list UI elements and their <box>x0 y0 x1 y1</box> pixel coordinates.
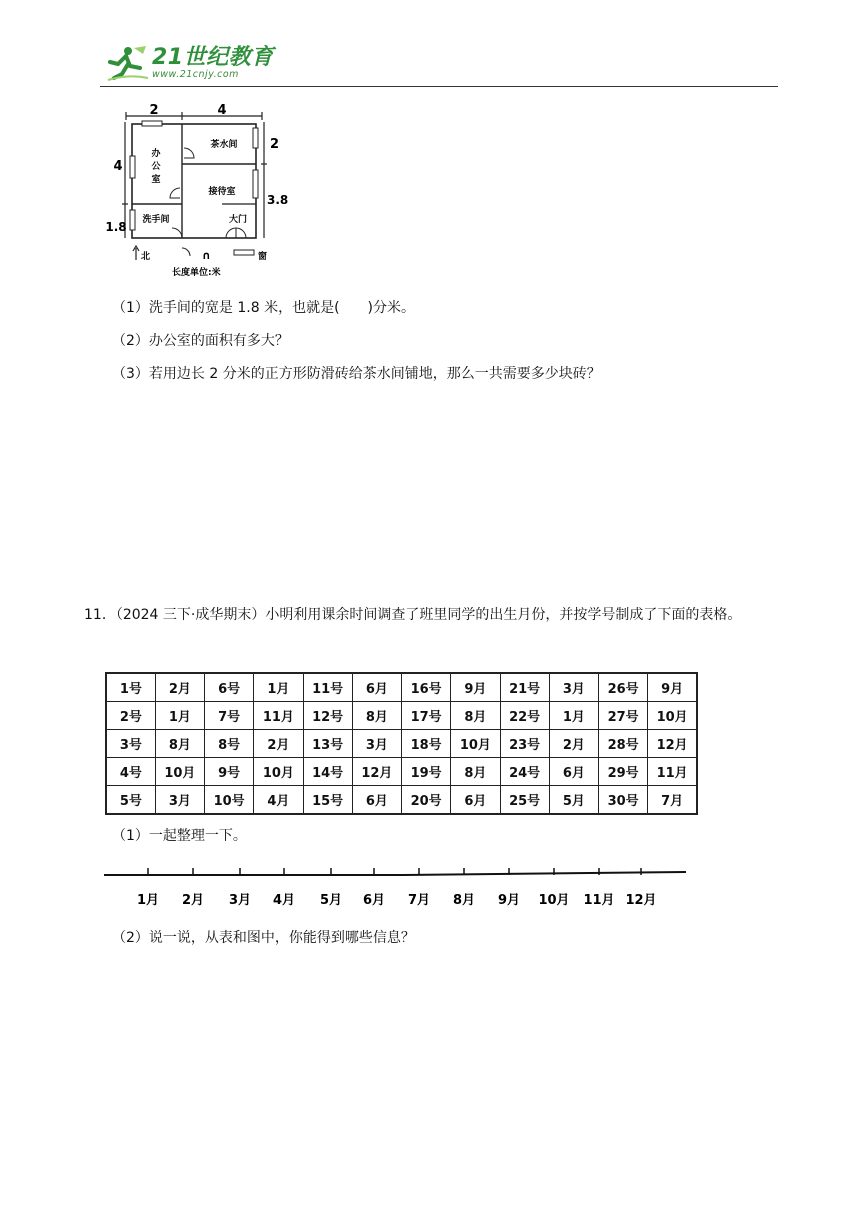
birth-month-cell: 6月 <box>352 786 401 815</box>
floor-plan-diagram <box>104 98 289 280</box>
student-number-cell: 18号 <box>402 730 451 758</box>
q11-intro: 11．（2024 三下·成华期末）小明利用课余时间调查了班里同学的出生月份，并按学号制成了下面的表格。 <box>84 607 742 623</box>
birth-month-cell: 6月 <box>352 673 401 702</box>
birth-month-cell: 1月 <box>155 702 204 730</box>
room-tea-label: 茶水间 <box>210 140 238 150</box>
room-washroom-label: 洗手间 <box>142 215 170 225</box>
legend-window: 窗 <box>258 252 268 262</box>
student-number-cell: 8号 <box>205 730 254 758</box>
birth-month-cell: 2月 <box>155 673 204 702</box>
student-number-cell: 28号 <box>599 730 648 758</box>
birth-month-cell: 5月 <box>549 786 598 815</box>
axis-month-label: 2月 <box>181 893 205 908</box>
legend-north: 北 <box>141 252 151 262</box>
table-row <box>106 786 697 815</box>
student-number-cell: 20号 <box>402 786 451 815</box>
axis-month-label: 3月 <box>228 893 252 908</box>
student-number-cell: 15号 <box>303 786 352 815</box>
birth-month-cell: 8月 <box>451 702 500 730</box>
student-number-cell: 30号 <box>599 786 648 815</box>
birth-month-cell: 3月 <box>155 786 204 815</box>
student-number-cell: 27号 <box>599 702 648 730</box>
student-number-cell: 16号 <box>402 673 451 702</box>
birth-month-cell: 4月 <box>254 786 303 815</box>
student-number-cell: 21号 <box>500 673 549 702</box>
birth-month-cell: 7月 <box>648 786 697 815</box>
dim-top-right: 4 <box>217 103 227 118</box>
axis-month-label: 11月 <box>583 893 615 908</box>
table-row <box>106 758 697 786</box>
student-number-cell: 7号 <box>205 702 254 730</box>
q10-part1: （1）洗手间的宽是 1.8 米，也就是( )分米。 <box>112 300 415 316</box>
birth-month-cell: 1月 <box>254 673 303 702</box>
student-number-cell: 23号 <box>500 730 549 758</box>
table-row <box>106 730 697 758</box>
logo-url: www.21cnjy.com <box>152 68 239 80</box>
q11-part1: （1）一起整理一下。 <box>112 828 247 844</box>
student-number-cell: 3号 <box>106 730 155 758</box>
birth-month-cell: 11月 <box>254 702 303 730</box>
birth-month-cell: 8月 <box>352 702 401 730</box>
table-row <box>106 702 697 730</box>
dim-left-lower: 1.8 <box>105 220 127 234</box>
student-number-cell: 4号 <box>106 758 155 786</box>
legend-unit: 长度单位:米 <box>172 268 221 278</box>
page-header <box>100 40 778 87</box>
birth-month-cell: 10月 <box>155 758 204 786</box>
birth-month-cell: 3月 <box>549 673 598 702</box>
birth-month-cell: 9月 <box>648 673 697 702</box>
axis-month-label: 12月 <box>625 893 657 908</box>
birth-month-cell: 6月 <box>549 758 598 786</box>
q10-part3: （3）若用边长 2 分米的正方形防滑砖给茶水间铺地，那么一共需要多少块砖？ <box>112 366 601 382</box>
door-symbol-icon <box>182 248 190 256</box>
axis-month-label: 8月 <box>452 893 476 908</box>
window-symbol-icon <box>234 250 254 255</box>
birth-month-cell: 10月 <box>451 730 500 758</box>
student-number-cell: 11号 <box>303 673 352 702</box>
logo-title: 21世纪教育 <box>152 44 274 70</box>
dim-top-left: 2 <box>149 103 159 118</box>
student-number-cell: 6号 <box>205 673 254 702</box>
birth-month-cell: 10月 <box>648 702 697 730</box>
birth-month-cell: 9月 <box>451 673 500 702</box>
student-number-cell: 5号 <box>106 786 155 815</box>
axis-month-label: 10月 <box>538 893 570 908</box>
student-number-cell: 14号 <box>303 758 352 786</box>
birth-month-cell: 10月 <box>254 758 303 786</box>
student-number-cell: 19号 <box>402 758 451 786</box>
student-number-cell: 1号 <box>106 673 155 702</box>
student-number-cell: 26号 <box>599 673 648 702</box>
birth-month-cell: 1月 <box>549 702 598 730</box>
legend-door: ∩ <box>202 249 211 262</box>
birth-month-cell: 12月 <box>648 730 697 758</box>
birth-month-cell: 8月 <box>451 758 500 786</box>
birth-month-table <box>105 672 698 815</box>
student-number-cell: 12号 <box>303 702 352 730</box>
q10-part2: （2）办公室的面积有多大？ <box>112 333 289 349</box>
birth-month-cell: 8月 <box>155 730 204 758</box>
axis-month-label: 4月 <box>272 893 296 908</box>
student-number-cell: 13号 <box>303 730 352 758</box>
month-axis <box>104 862 688 912</box>
axis-month-label: 9月 <box>497 893 521 908</box>
birth-month-cell: 12月 <box>352 758 401 786</box>
axis-month-label: 1月 <box>136 893 160 908</box>
runner-logo-icon <box>106 44 150 82</box>
room-office-label: 办公室 <box>151 149 161 185</box>
student-number-cell: 24号 <box>500 758 549 786</box>
student-number-cell: 9号 <box>205 758 254 786</box>
dim-left-upper: 4 <box>113 159 123 174</box>
dim-right-upper: 2 <box>270 137 280 152</box>
dim-right-lower: 3.8 <box>267 193 289 207</box>
q11-part2: （2）说一说，从表和图中，你能得到哪些信息？ <box>112 930 415 946</box>
axis-month-label: 6月 <box>362 893 386 908</box>
birth-month-cell: 6月 <box>451 786 500 815</box>
student-number-cell: 10号 <box>205 786 254 815</box>
table-row <box>106 673 697 702</box>
student-number-cell: 22号 <box>500 702 549 730</box>
student-number-cell: 17号 <box>402 702 451 730</box>
birth-month-cell: 3月 <box>352 730 401 758</box>
student-number-cell: 2号 <box>106 702 155 730</box>
room-reception-label: 接待室 <box>208 187 236 197</box>
student-number-cell: 29号 <box>599 758 648 786</box>
axis-month-label: 5月 <box>319 893 343 908</box>
birth-month-cell: 11月 <box>648 758 697 786</box>
main-door-label: 大门 <box>228 215 248 225</box>
birth-month-cell: 2月 <box>254 730 303 758</box>
birth-month-cell: 2月 <box>549 730 598 758</box>
student-number-cell: 25号 <box>500 786 549 815</box>
axis-month-label: 7月 <box>407 893 431 908</box>
site-logo <box>106 42 274 84</box>
